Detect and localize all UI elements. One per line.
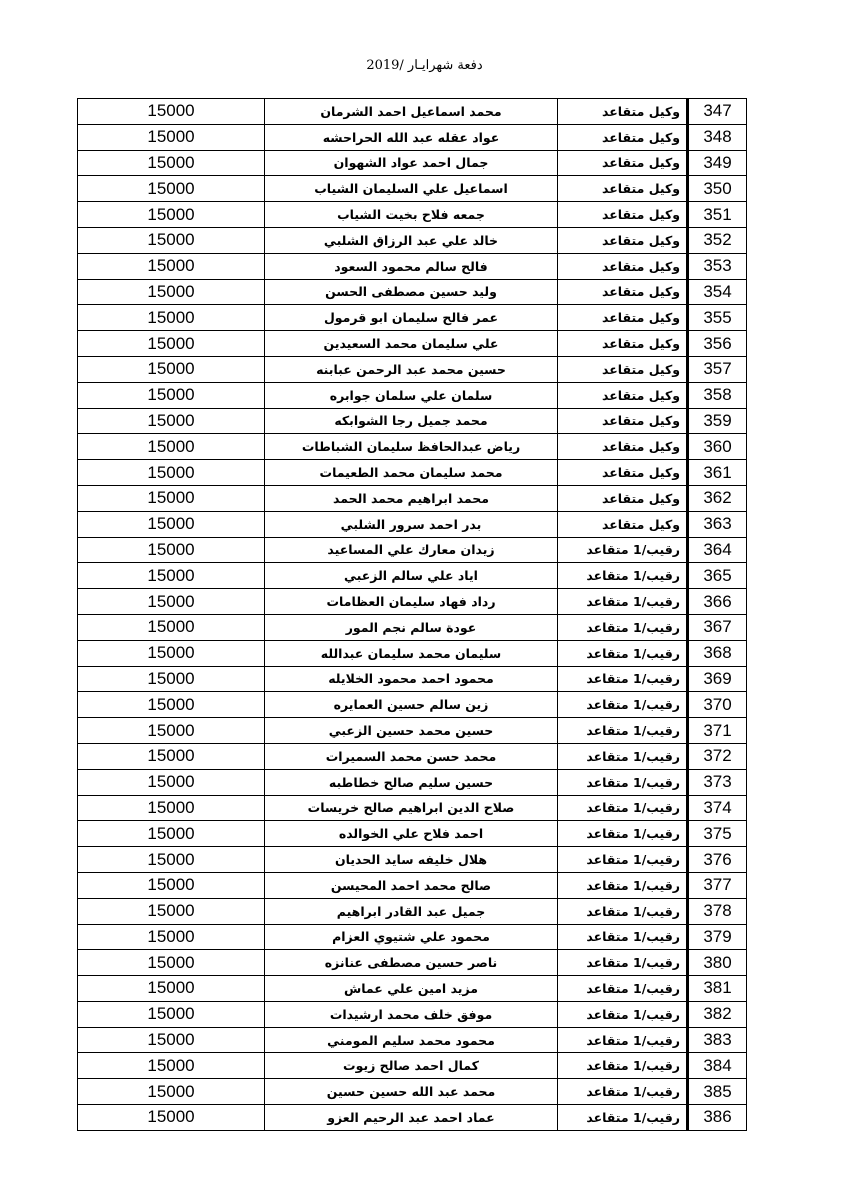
amount-cell: 15000 — [78, 847, 265, 873]
table-row — [78, 950, 747, 976]
row-number-cell: 379 — [688, 924, 747, 950]
row-number-cell: 375 — [688, 821, 747, 847]
name-cell: اياد علي سالم الزعبي — [265, 563, 558, 589]
row-number-cell: 374 — [688, 795, 747, 821]
table-row — [78, 563, 747, 589]
row-number-cell: 370 — [688, 692, 747, 718]
table-row — [78, 1079, 747, 1105]
rank-cell: رقيب/1 متقاعد — [558, 795, 688, 821]
name-cell: صلاح الدين ابراهيم صالح خريسات — [265, 795, 558, 821]
beneficiaries-table — [77, 98, 747, 1131]
row-number-cell: 348 — [688, 124, 747, 150]
rank-cell: رقيب/1 متقاعد — [558, 847, 688, 873]
name-cell: موفق خلف محمد ارشيدات — [265, 1001, 558, 1027]
table-row — [78, 614, 747, 640]
rank-cell: رقيب/1 متقاعد — [558, 769, 688, 795]
table-row — [78, 279, 747, 305]
rank-cell: رقيب/1 متقاعد — [558, 872, 688, 898]
row-number-cell: 385 — [688, 1079, 747, 1105]
amount-cell: 15000 — [78, 537, 265, 563]
name-cell: رداد فهاد سليمان العظامات — [265, 589, 558, 615]
amount-cell: 15000 — [78, 1001, 265, 1027]
table-row — [78, 460, 747, 486]
rank-cell: وكيل متقاعد — [558, 279, 688, 305]
rank-cell: وكيل متقاعد — [558, 434, 688, 460]
row-number-cell: 352 — [688, 227, 747, 253]
table-row — [78, 99, 747, 125]
table-row — [78, 692, 747, 718]
table-row — [78, 253, 747, 279]
table-row — [78, 847, 747, 873]
row-number-cell: 381 — [688, 976, 747, 1002]
row-number-cell: 362 — [688, 485, 747, 511]
table-row — [78, 666, 747, 692]
amount-cell: 15000 — [78, 795, 265, 821]
row-number-cell: 347 — [688, 99, 747, 125]
rank-cell: وكيل متقاعد — [558, 305, 688, 331]
name-cell: صالح محمد احمد المحيسن — [265, 872, 558, 898]
amount-cell: 15000 — [78, 718, 265, 744]
name-cell: جمال احمد عواد الشهوان — [265, 150, 558, 176]
table-row — [78, 1027, 747, 1053]
name-cell: رياض عبدالحافظ سليمان الشباطات — [265, 434, 558, 460]
name-cell: جمعه فلاح بخيت الشياب — [265, 202, 558, 228]
table-row — [78, 331, 747, 357]
amount-cell: 15000 — [78, 124, 265, 150]
name-cell: زين سالم حسين العمايره — [265, 692, 558, 718]
name-cell: محمد جميل رجا الشوابكه — [265, 408, 558, 434]
name-cell: محمود علي شتيوي العزام — [265, 924, 558, 950]
amount-cell: 15000 — [78, 950, 265, 976]
row-number-cell: 358 — [688, 382, 747, 408]
table-row — [78, 821, 747, 847]
table-row — [78, 382, 747, 408]
amount-cell: 15000 — [78, 898, 265, 924]
row-number-cell: 353 — [688, 253, 747, 279]
rank-cell: وكيل متقاعد — [558, 511, 688, 537]
amount-cell: 15000 — [78, 279, 265, 305]
name-cell: هلال خليفه سايد الحديان — [265, 847, 558, 873]
row-number-cell: 351 — [688, 202, 747, 228]
table-row — [78, 924, 747, 950]
amount-cell: 15000 — [78, 589, 265, 615]
row-number-cell: 368 — [688, 640, 747, 666]
row-number-cell: 361 — [688, 460, 747, 486]
table-row — [78, 769, 747, 795]
table-row — [78, 356, 747, 382]
row-number-cell: 382 — [688, 1001, 747, 1027]
rank-cell: رقيب/1 متقاعد — [558, 924, 688, 950]
rank-cell: وكيل متقاعد — [558, 150, 688, 176]
row-number-cell: 349 — [688, 150, 747, 176]
table-row — [78, 743, 747, 769]
rank-cell: رقيب/1 متقاعد — [558, 666, 688, 692]
table-row — [78, 589, 747, 615]
row-number-cell: 372 — [688, 743, 747, 769]
table-row — [78, 976, 747, 1002]
rank-cell: رقيب/1 متقاعد — [558, 821, 688, 847]
amount-cell: 15000 — [78, 227, 265, 253]
table-row — [78, 1001, 747, 1027]
name-cell: مزيد امين علي عماش — [265, 976, 558, 1002]
rank-cell: رقيب/1 متقاعد — [558, 743, 688, 769]
table-row — [78, 795, 747, 821]
name-cell: فالح سالم محمود السعود — [265, 253, 558, 279]
amount-cell: 15000 — [78, 743, 265, 769]
amount-cell: 15000 — [78, 1079, 265, 1105]
name-cell: سلمان علي سلمان جوابره — [265, 382, 558, 408]
row-number-cell: 357 — [688, 356, 747, 382]
name-cell: ناصر حسين مصطفى عنانزه — [265, 950, 558, 976]
amount-cell: 15000 — [78, 976, 265, 1002]
rank-cell: وكيل متقاعد — [558, 253, 688, 279]
rank-cell: رقيب/1 متقاعد — [558, 614, 688, 640]
rank-cell: وكيل متقاعد — [558, 176, 688, 202]
table-row — [78, 176, 747, 202]
row-number-cell: 360 — [688, 434, 747, 460]
row-number-cell: 371 — [688, 718, 747, 744]
amount-cell: 15000 — [78, 1027, 265, 1053]
rank-cell: رقيب/1 متقاعد — [558, 976, 688, 1002]
name-cell: عواد عقله عبد الله الحراحشه — [265, 124, 558, 150]
rank-cell: رقيب/1 متقاعد — [558, 1053, 688, 1079]
table-row — [78, 485, 747, 511]
name-cell: عماد احمد عبد الرحيم العزو — [265, 1105, 558, 1131]
row-number-cell: 363 — [688, 511, 747, 537]
name-cell: كمال احمد صالح زيوت — [265, 1053, 558, 1079]
amount-cell: 15000 — [78, 176, 265, 202]
table-row — [78, 898, 747, 924]
table-row — [78, 1053, 747, 1079]
name-cell: حسين محمد حسين الزعبي — [265, 718, 558, 744]
row-number-cell: 376 — [688, 847, 747, 873]
table-row — [78, 227, 747, 253]
rank-cell: رقيب/1 متقاعد — [558, 1001, 688, 1027]
amount-cell: 15000 — [78, 408, 265, 434]
amount-cell: 15000 — [78, 99, 265, 125]
rank-cell: وكيل متقاعد — [558, 202, 688, 228]
amount-cell: 15000 — [78, 1053, 265, 1079]
name-cell: سليمان محمد سليمان عبدالله — [265, 640, 558, 666]
amount-cell: 15000 — [78, 640, 265, 666]
name-cell: زيدان معارك علي المساعيد — [265, 537, 558, 563]
name-cell: محمود محمد سليم المومني — [265, 1027, 558, 1053]
rank-cell: رقيب/1 متقاعد — [558, 1079, 688, 1105]
rank-cell: وكيل متقاعد — [558, 227, 688, 253]
row-number-cell: 373 — [688, 769, 747, 795]
rank-cell: وكيل متقاعد — [558, 124, 688, 150]
amount-cell: 15000 — [78, 872, 265, 898]
rank-cell: وكيل متقاعد — [558, 408, 688, 434]
table-row — [78, 202, 747, 228]
amount-cell: 15000 — [78, 202, 265, 228]
name-cell: اسماعيل علي السليمان الشياب — [265, 176, 558, 202]
rank-cell: رقيب/1 متقاعد — [558, 898, 688, 924]
table-row — [78, 434, 747, 460]
table-row — [78, 305, 747, 331]
row-number-cell: 369 — [688, 666, 747, 692]
table-row — [78, 872, 747, 898]
rank-cell: رقيب/1 متقاعد — [558, 1027, 688, 1053]
rank-cell: رقيب/1 متقاعد — [558, 718, 688, 744]
row-number-cell: 359 — [688, 408, 747, 434]
rank-cell: وكيل متقاعد — [558, 382, 688, 408]
row-number-cell: 365 — [688, 563, 747, 589]
rank-cell: وكيل متقاعد — [558, 485, 688, 511]
amount-cell: 15000 — [78, 434, 265, 460]
amount-cell: 15000 — [78, 769, 265, 795]
amount-cell: 15000 — [78, 511, 265, 537]
table-row — [78, 537, 747, 563]
amount-cell: 15000 — [78, 924, 265, 950]
beneficiaries-table-container — [77, 98, 742, 1131]
row-number-cell: 383 — [688, 1027, 747, 1053]
amount-cell: 15000 — [78, 821, 265, 847]
row-number-cell: 380 — [688, 950, 747, 976]
amount-cell: 15000 — [78, 563, 265, 589]
name-cell: حسين محمد عبد الرحمن عبابنه — [265, 356, 558, 382]
table-row — [78, 511, 747, 537]
name-cell: محمد ابراهيم محمد الحمد — [265, 485, 558, 511]
amount-cell: 15000 — [78, 253, 265, 279]
amount-cell: 15000 — [78, 382, 265, 408]
name-cell: محمد اسماعيل احمد الشرمان — [265, 99, 558, 125]
name-cell: حسين سليم صالح خطاطبه — [265, 769, 558, 795]
amount-cell: 15000 — [78, 331, 265, 357]
row-number-cell: 378 — [688, 898, 747, 924]
name-cell: وليد حسين مصطفى الحسن — [265, 279, 558, 305]
table-row — [78, 150, 747, 176]
rank-cell: وكيل متقاعد — [558, 356, 688, 382]
amount-cell: 15000 — [78, 666, 265, 692]
rank-cell: وكيل متقاعد — [558, 460, 688, 486]
name-cell: خالد علي عبد الرزاق الشلبي — [265, 227, 558, 253]
row-number-cell: 377 — [688, 872, 747, 898]
row-number-cell: 354 — [688, 279, 747, 305]
amount-cell: 15000 — [78, 356, 265, 382]
amount-cell: 15000 — [78, 614, 265, 640]
table-row — [78, 640, 747, 666]
amount-cell: 15000 — [78, 150, 265, 176]
name-cell: عمر فالح سليمان ابو قرمول — [265, 305, 558, 331]
name-cell: محمد عبد الله حسين حسين — [265, 1079, 558, 1105]
amount-cell: 15000 — [78, 305, 265, 331]
rank-cell: رقيب/1 متقاعد — [558, 640, 688, 666]
amount-cell: 15000 — [78, 1105, 265, 1131]
row-number-cell: 384 — [688, 1053, 747, 1079]
name-cell: بدر احمد سرور الشلبي — [265, 511, 558, 537]
rank-cell: رقيب/1 متقاعد — [558, 1105, 688, 1131]
amount-cell: 15000 — [78, 692, 265, 718]
row-number-cell: 364 — [688, 537, 747, 563]
row-number-cell: 386 — [688, 1105, 747, 1131]
rank-cell: رقيب/1 متقاعد — [558, 950, 688, 976]
page-title: دفعة شهرايـار /2019 — [366, 58, 483, 73]
table-row — [78, 124, 747, 150]
table-row — [78, 1105, 747, 1131]
table-row — [78, 408, 747, 434]
rank-cell: رقيب/1 متقاعد — [558, 589, 688, 615]
amount-cell: 15000 — [78, 460, 265, 486]
table-body — [78, 99, 747, 1131]
name-cell: محمد سليمان محمد الطعيمات — [265, 460, 558, 486]
row-number-cell: 355 — [688, 305, 747, 331]
name-cell: عودة سالم نجم المور — [265, 614, 558, 640]
table-row — [78, 718, 747, 744]
name-cell: محمود احمد محمود الخلايله — [265, 666, 558, 692]
row-number-cell: 356 — [688, 331, 747, 357]
row-number-cell: 366 — [688, 589, 747, 615]
amount-cell: 15000 — [78, 485, 265, 511]
rank-cell: وكيل متقاعد — [558, 99, 688, 125]
name-cell: جميل عبد القادر ابراهيم — [265, 898, 558, 924]
row-number-cell: 367 — [688, 614, 747, 640]
rank-cell: رقيب/1 متقاعد — [558, 692, 688, 718]
name-cell: محمد حسن محمد السميرات — [265, 743, 558, 769]
row-number-cell: 350 — [688, 176, 747, 202]
rank-cell: رقيب/1 متقاعد — [558, 563, 688, 589]
rank-cell: وكيل متقاعد — [558, 331, 688, 357]
name-cell: علي سليمان محمد السعيدين — [265, 331, 558, 357]
rank-cell: رقيب/1 متقاعد — [558, 537, 688, 563]
name-cell: احمد فلاح علي الخوالده — [265, 821, 558, 847]
